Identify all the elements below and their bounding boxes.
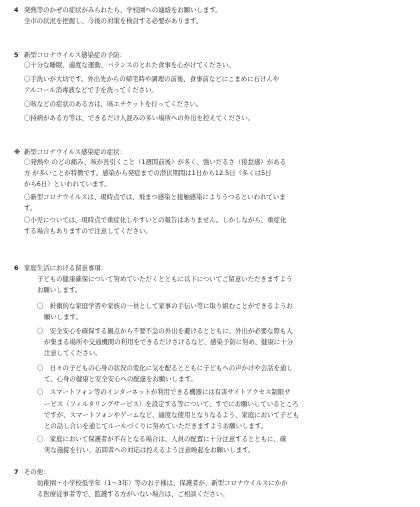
text-line: 〇新型コロナウイルスは、現時点では、飛まつ感染と接触感染によりうつるといわれていま [24, 193, 286, 201]
text-line: 〇十分な睡眠、適度な運動、バランスのとれた食事を心がけてください。 [24, 61, 235, 69]
section-number: 7 [14, 468, 19, 476]
section-heading: その他： [24, 468, 50, 476]
text-line: 〇 折衝的な家庭学習や家族の一員として家事の手伝い等に取り組むことができるようお [37, 302, 293, 310]
text-line: 〇 安全安心を確保する観点から不要不急の外出を避けるとともに、外出が必要な際も人 [37, 327, 293, 335]
text-line: 〇小児については、現時点で重症化しやすいとの報告はありません。しかしながら、重症化 [24, 216, 287, 224]
text-line: アルコール消毒液などで手を洗ってください。 [24, 86, 158, 94]
section-number: 4 [14, 6, 19, 14]
section-number: ※ [14, 148, 21, 156]
section-heading: 発熱等のかぜの症状がみられたら、学校園への連絡をお願いします。 [24, 6, 222, 14]
text-line: 幼稚園・小学校低学年（1～3年）等のお子様は、保護者が、新型コロナウイルスにかか [37, 479, 288, 487]
text-line: 方 が多いことが特徴です。感染から発症までの潜伏期間は1日から12.5日（多くは5日 [24, 169, 272, 177]
section-number: 6 [14, 264, 19, 272]
text-line: する場合もありますので注意してください。 [24, 227, 152, 235]
text-line: 〇 スマートフォン等のインターネットが利用できる機器には有害サイトアクセス制限サ [37, 388, 291, 396]
text-line: 全市の状況を把握し、今後の対策を検討する必要があります。 [24, 17, 203, 25]
text-line: て、心身の健康と安全安心への配慮をお願いします。 [44, 375, 197, 383]
text-line: る医療従事者等で、監護する方がいない場合は、ご相談ください。 [37, 490, 229, 498]
text-line: 〇発熱や のどの痛み、咳が長引くこと（1週間前後）が多く、強いだるさ（倦怠感）がある [24, 158, 286, 166]
text-line: 〇咳などの症状のある方は、咳エチケットを行ってください。 [24, 100, 203, 108]
text-line: 〇手洗いが大切です。外出先からの帰宅時や調理の前後、食事前などにこまめに石けんや [24, 75, 280, 83]
text-line: 注意してください。 [44, 349, 102, 357]
section-number: 5 [14, 51, 19, 59]
text-line: お願いします。 [37, 286, 82, 294]
text-line: す。 [24, 204, 37, 212]
text-line: 〇持病がある方等は、できるだけ人混みの多い場所への外出を控えてください。 [24, 114, 255, 122]
section-heading: 家庭生活における留意事項： [24, 264, 108, 272]
text-line: 〇 家庭において保護者が不在となる場合は、人員の配置に十分注意するとともに、確 [37, 435, 287, 443]
text-line: 〇 日々の子どもの心身の状況の変化に気を配るとともに子どもへの声かけや会話を通し [37, 364, 293, 372]
text-line: ですが、スマートフォンやゲームなど、適度な使用となりなるよう、家庭において子ども [44, 411, 299, 419]
text-line: が集まる場所や交通機関の利用をできるだけさけるなど、感染予防に努め、健康に十分 [44, 338, 293, 346]
text-line: から6日）といわれています。 [24, 180, 111, 188]
text-line: 願いします。 [44, 313, 82, 321]
text-line: ービス（フィルタリングサービス）を設定する等について、すでにお願いしているところ [44, 400, 299, 408]
section-heading: 新型コロナウイルス感染症の予防： [24, 51, 126, 59]
text-line: との話し合いを通じてルールづくりに努めていただきますようお願いします。 [44, 422, 268, 430]
text-line: 子どもの健康確保について努めていただくとともに以下についてご留意いただきますよう [37, 275, 293, 283]
section-heading: 新型コロナウイルス感染症の症状： [24, 148, 126, 156]
text-line: 実な施錠を行い、訪問者への対応は控えるよう注意喚起をお願いします。 [44, 446, 255, 454]
